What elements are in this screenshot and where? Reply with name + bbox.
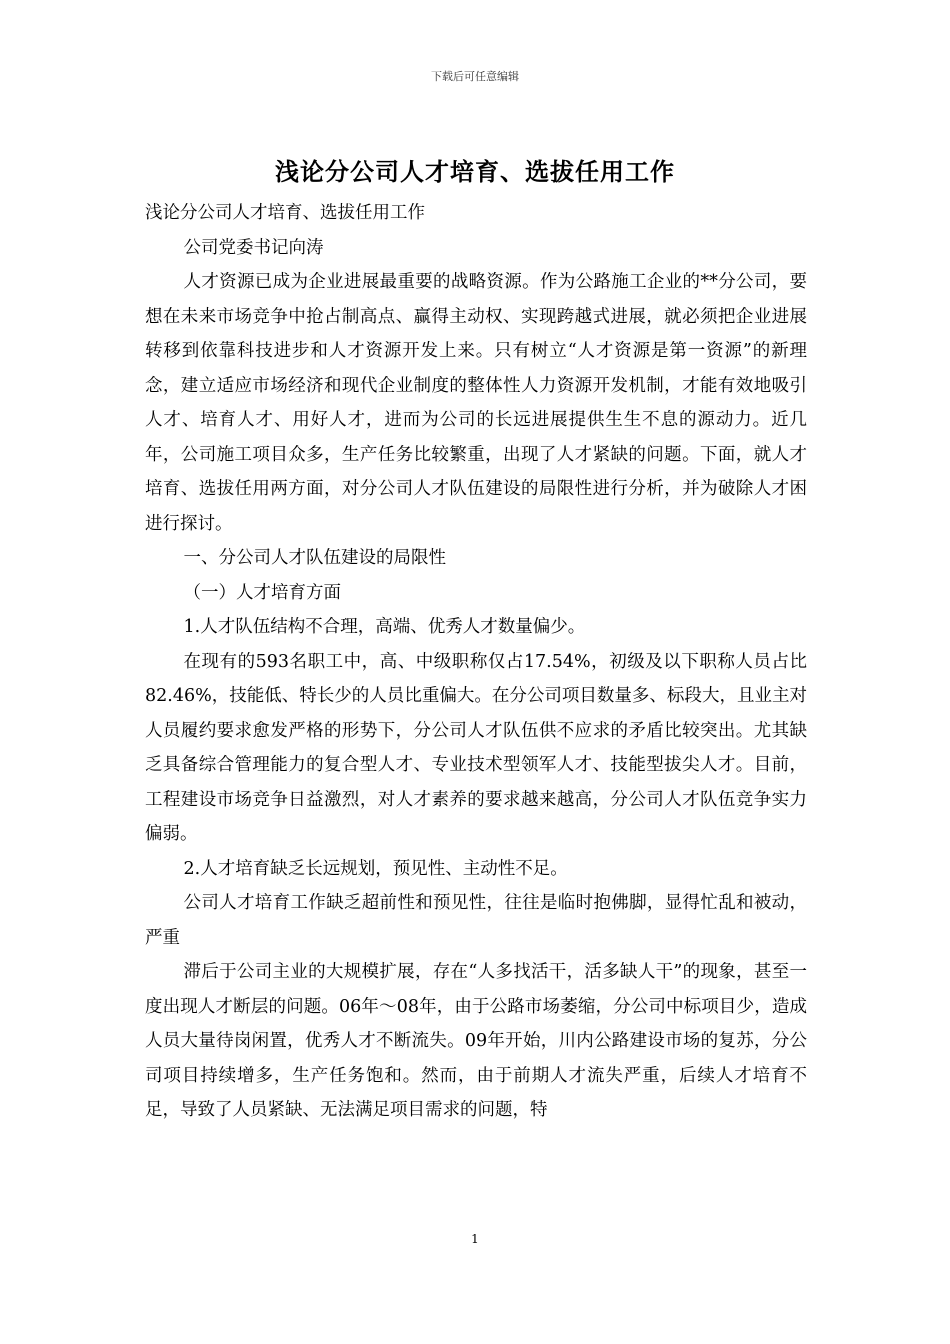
point-heading-1: 1.人才队伍结构不合理，高端、优秀人才数量偏少。: [183, 617, 586, 637]
document-body: [145, 196, 807, 1128]
section-heading-1: 一、分公司人才队伍建设的局限性: [183, 548, 446, 568]
paragraph-planning: 公司人才培育工作缺乏超前性和预见性，往往是临时抱佛脚，显得忙乱和被动，严重: [145, 893, 807, 948]
subsection-heading-1: （一）人才培育方面: [183, 582, 341, 603]
paragraph-intro: 人才资源已成为企业进展最重要的战略资源。作为公路施工企业的**分公司，要想在未来市场竞争中抢占制高点、赢得主动权、实现跨越式进展，就必须把企业进展转移到依靠科技进步和人才资源开发上来。只有树立“人才资源是第一资源”的新理念，建立适应市场经济和现代企业制度的整体性人力资源开发机制，才能有效地吸引人才、培育人才、用好人才，进而为公司的长远进展提供生生不息的源动力。近几年，公司施工项目众多，生产任务比较繁重，出现了人才紧缺的问题。下面，就人才培育、选拔任用两方面，对分公司人才队伍建设的局限性进行分析，并为破除人才困进行探讨。: [145, 272, 807, 534]
page-number: 1: [471, 1232, 479, 1246]
document-title: 浅论分公司人才培育、选拔任用工作: [275, 157, 675, 186]
paragraph-lag: 滞后于公司主业的大规模扩展，存在“人多找活干，活多缺人干”的现象，甚至一度出现人才断层的问题。06年～08年，由于公路市场萎缩，分公司中标项目少，造成人员大量待岗闲置，优秀人才不断流失。09年开始，川内公路建设市场的复苏，分公司项目持续增多，生产任务饱和。然而，由于前期人才流失严重，后续人才培育不足，导致了人员紧缺、无法满足项目需求的问题，特: [145, 962, 807, 1120]
paragraph-staff-structure: 在现有的593名职工中，高、中级职称仅占17.54%，初级及以下职称人员占比82.46%，技能低、特长少的人员比重偏大。在分公司项目数量多、标段大，且业主对人员履约要求愈发严格的形势下，分公司人才队伍供不应求的矛盾比较突出。尤其缺乏具备综合管理能力的复合型人才、专业技术型领军人才、技能型拔尖人才。目前，工程建设市场竞争日益激烈，对人才素养的要求越来越高，分公司人才队伍竞争实力偏弱。: [145, 651, 807, 844]
author-line: 公司党委书记向涛: [183, 237, 324, 258]
subtitle-line: 浅论分公司人才培育、选拔任用工作: [145, 203, 425, 223]
header-note: 下载后可任意编辑: [431, 70, 519, 83]
point-heading-2: 2.人才培育缺乏长远规划，预见性、主动性不足。: [183, 858, 568, 879]
